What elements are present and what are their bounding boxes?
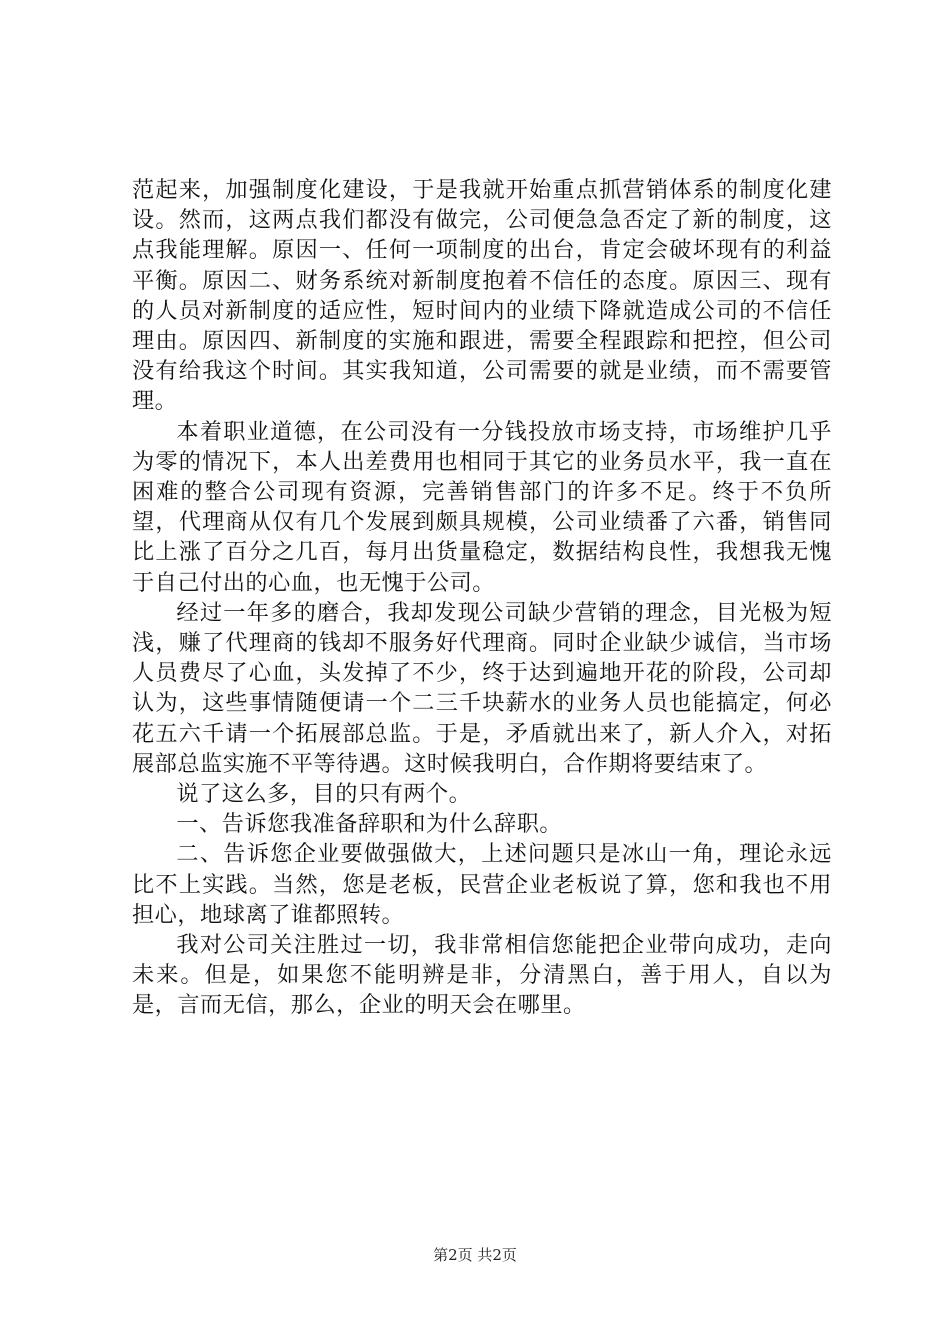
page-footer: 第2页 共2页 xyxy=(433,1246,517,1264)
paragraph-4: 说了这么多，目的只有两个。 xyxy=(176,781,472,808)
paragraph-6: 二、告诉您企业要做强做大，上述问题只是冰山一角，理论永远比不上实践。当然，您是老板，民营企业老板说了算，您和我也不用担心，地球离了谁都照转。 xyxy=(132,841,832,928)
paragraph-1: 范起来，加强制度化建设，于是我就开始重点抓营销体系的制度化建设。然而，这两点我们都没有做完，公司便急急否定了新的制度，这点我能理解。原因一、任何一项制度的出台，肯定会破坏现有的利益平衡。原因二、财务系统对新制度抱着不信任的态度。原因三、现有的人员对新制度的适应性，短时间内的业绩下降就造成公司的不信任理由。原因四、新制度的实施和跟进，需要全程跟踪和把控，但公司没有给我这个时间。其实我知道，公司需要的就是业绩，而不需要管理。 xyxy=(132,177,832,415)
paragraph-7: 我对公司关注胜过一切，我非常相信您能把企业带向成功，走向未来。但是，如果您不能明辨是非，分清黑白，善于用人，自以为是，言而无信，那么，企业的明天会在哪里。 xyxy=(132,932,832,1019)
document-body xyxy=(132,175,832,1021)
paragraph-3: 经过一年多的磨合，我却发现公司缺少营销的理念，目光极为短浅，赚了代理商的钱却不服务好代理商。同时企业缺少诚信，当市场人员费尽了心血，头发掉了不少，终于达到遍地开花的阶段，公司却认为，这些事情随便请一个二三千块薪水的业务人员也能搞定，何必花五六千请一个拓展部总监。于是，矛盾就出来了，新人介入，对拓展部总监实施不平等待遇。这时候我明白，合作期将要结束了。 xyxy=(132,599,832,777)
paragraph-2: 本着职业道德，在公司没有一分钱投放市场支持，市场维护几乎为零的情况下，本人出差费用也相同于其它的业务员水平，我一直在困难的整合公司现有资源，完善销售部门的许多不足。终于不负所望，代理商从仅有几个发展到颇具规模，公司业绩番了六番，销售同比上涨了百分之几百，每月出货量稳定，数据结构良性，我想我无愧于自己付出的心血，也无愧于公司。 xyxy=(132,418,832,596)
paragraph-5: 一、告诉您我准备辞职和为什么辞职。 xyxy=(176,811,563,838)
